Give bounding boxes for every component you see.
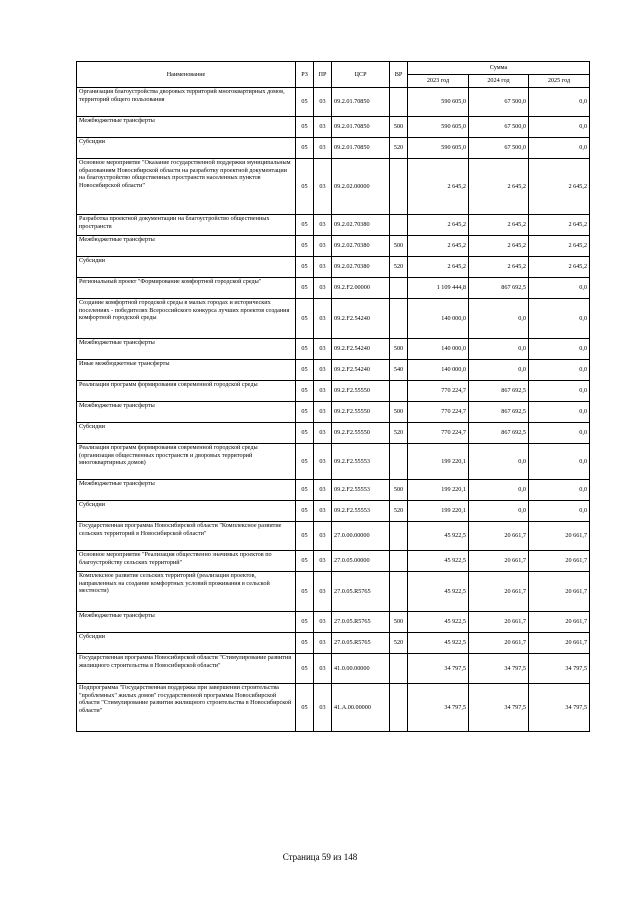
cell-rz: 05 [296, 299, 314, 339]
cell-pr: 03 [314, 215, 332, 236]
cell-pr: 03 [314, 423, 332, 444]
cell-y2024: 20 661,7 [469, 551, 529, 572]
table-row [77, 612, 590, 633]
cell-name: Субсидии [77, 138, 296, 159]
cell-pr: 03 [314, 138, 332, 159]
cell-csr: 27.0.05.00000 [332, 551, 390, 572]
cell-vr: 500 [390, 117, 408, 138]
cell-csr: 09.2.F2.54240 [332, 339, 390, 360]
cell-vr [390, 299, 408, 339]
cell-csr: 27.0.05.R5765 [332, 633, 390, 654]
cell-y2023: 1 109 444,8 [408, 278, 469, 299]
table-row [77, 360, 590, 381]
cell-y2024: 20 661,7 [469, 633, 529, 654]
table-row [77, 572, 590, 612]
cell-vr [390, 278, 408, 299]
cell-y2023: 45 922,5 [408, 522, 469, 551]
page-number: Страница 59 из 148 [282, 852, 358, 862]
cell-vr: 500 [390, 402, 408, 423]
cell-csr: 09.2.F2.54240 [332, 299, 390, 339]
cell-vr: 500 [390, 612, 408, 633]
cell-csr: 09.2.F2.55553 [332, 480, 390, 501]
cell-csr: 09.2.F2.55550 [332, 423, 390, 444]
table-row [77, 480, 590, 501]
cell-name: Основное мероприятие "Реализация общественно значимых проектов по благоустройству сельских территорий" [77, 551, 296, 572]
cell-y2024: 0,0 [469, 299, 529, 339]
cell-y2024: 20 661,7 [469, 522, 529, 551]
header-vr: ВР [390, 62, 408, 88]
cell-y2025: 0,0 [529, 299, 590, 339]
header-2024: 2024 год [469, 75, 529, 88]
table-row [77, 381, 590, 402]
cell-rz: 05 [296, 423, 314, 444]
header-sum: Сумма [408, 62, 590, 75]
cell-rz: 05 [296, 633, 314, 654]
cell-name: Субсидии [77, 501, 296, 522]
cell-rz: 05 [296, 572, 314, 612]
cell-y2023: 199 220,1 [408, 501, 469, 522]
cell-name: Межбюджетные трансферты [77, 612, 296, 633]
cell-y2023: 2 645,2 [408, 215, 469, 236]
header-name: Наименование [77, 62, 296, 88]
cell-rz: 05 [296, 257, 314, 278]
cell-vr: 520 [390, 501, 408, 522]
header-rz: РЗ [296, 62, 314, 88]
cell-pr: 03 [314, 501, 332, 522]
cell-y2024: 867 692,5 [469, 381, 529, 402]
cell-name: Реализация программ формирования современной городской среды [77, 381, 296, 402]
cell-rz: 05 [296, 402, 314, 423]
cell-csr: 09.2.02.70380 [332, 257, 390, 278]
cell-csr: 09.2.01.70850 [332, 88, 390, 117]
cell-y2024: 34 797,5 [469, 654, 529, 684]
cell-name: Разработка проектной документации на благоустройство общественных пространств [77, 215, 296, 236]
cell-y2024: 2 645,2 [469, 236, 529, 257]
cell-csr: 41.0.00.00000 [332, 654, 390, 684]
cell-vr: 520 [390, 423, 408, 444]
cell-y2023: 770 224,7 [408, 402, 469, 423]
cell-csr: 09.2.02.70380 [332, 215, 390, 236]
table-body [77, 88, 590, 732]
cell-y2023: 2 645,2 [408, 257, 469, 278]
cell-pr: 03 [314, 360, 332, 381]
cell-name: Региональный проект "Формирование комфортной городской среды" [77, 278, 296, 299]
table-row [77, 339, 590, 360]
cell-y2024: 867 692,5 [469, 402, 529, 423]
cell-vr [390, 215, 408, 236]
cell-pr: 03 [314, 684, 332, 732]
cell-pr: 03 [314, 339, 332, 360]
cell-vr [390, 654, 408, 684]
cell-rz: 05 [296, 684, 314, 732]
cell-pr: 03 [314, 117, 332, 138]
header-pr: ПР [314, 62, 332, 88]
cell-y2024: 20 661,7 [469, 572, 529, 612]
cell-pr: 03 [314, 159, 332, 215]
cell-pr: 03 [314, 299, 332, 339]
table-row [77, 522, 590, 551]
table-row [77, 551, 590, 572]
cell-rz: 05 [296, 278, 314, 299]
cell-rz: 05 [296, 501, 314, 522]
cell-y2023: 140 000,0 [408, 299, 469, 339]
cell-vr [390, 381, 408, 402]
cell-pr: 03 [314, 522, 332, 551]
cell-vr: 520 [390, 138, 408, 159]
cell-vr: 500 [390, 480, 408, 501]
table-row [77, 501, 590, 522]
table-row [77, 402, 590, 423]
cell-name: Субсидии [77, 633, 296, 654]
cell-name: Межбюджетные трансферты [77, 339, 296, 360]
cell-y2025: 0,0 [529, 138, 590, 159]
cell-y2023: 199 220,1 [408, 480, 469, 501]
cell-rz: 05 [296, 444, 314, 480]
cell-y2023: 45 922,5 [408, 633, 469, 654]
cell-rz: 05 [296, 236, 314, 257]
cell-csr: 27.0.00.00000 [332, 522, 390, 551]
cell-rz: 05 [296, 159, 314, 215]
cell-rz: 05 [296, 117, 314, 138]
cell-y2025: 0,0 [529, 278, 590, 299]
cell-csr: 41.А.00.00000 [332, 684, 390, 732]
cell-vr: 500 [390, 236, 408, 257]
cell-rz: 05 [296, 88, 314, 117]
cell-vr [390, 522, 408, 551]
table-row [77, 684, 590, 732]
table-row [77, 278, 590, 299]
cell-name: Основное мероприятие "Оказание государственной поддержки муниципальным образованиям Новосибирской области на разработку проектной документации на благоустройство общественных пространств населенных пунктов Новосибирской области" [77, 159, 296, 215]
cell-y2025: 20 661,7 [529, 551, 590, 572]
cell-y2023: 2 645,2 [408, 159, 469, 215]
cell-vr: 520 [390, 257, 408, 278]
cell-rz: 05 [296, 339, 314, 360]
budget-table [76, 61, 590, 732]
cell-y2025: 2 645,2 [529, 215, 590, 236]
cell-pr: 03 [314, 88, 332, 117]
cell-y2023: 590 605,0 [408, 88, 469, 117]
table-row [77, 88, 590, 117]
table-row [77, 299, 590, 339]
table-row [77, 444, 590, 480]
cell-vr: 540 [390, 360, 408, 381]
cell-y2024: 67 500,0 [469, 88, 529, 117]
cell-csr: 09.2.01.70850 [332, 138, 390, 159]
cell-name: Реализация программ формирования современной городской среды (организация общественных пространств и дворовых территорий многоквартирных домов) [77, 444, 296, 480]
table-row [77, 236, 590, 257]
cell-rz: 05 [296, 551, 314, 572]
header-2023: 2023 год [408, 75, 469, 88]
cell-y2024: 20 661,7 [469, 612, 529, 633]
cell-y2025: 2 645,2 [529, 159, 590, 215]
cell-y2025: 20 661,7 [529, 633, 590, 654]
cell-y2024: 0,0 [469, 480, 529, 501]
cell-y2025: 0,0 [529, 381, 590, 402]
cell-csr: 27.0.05.R5765 [332, 572, 390, 612]
cell-y2025: 2 645,2 [529, 257, 590, 278]
table-header [77, 62, 590, 88]
cell-pr: 03 [314, 402, 332, 423]
table-row [77, 138, 590, 159]
table-row [77, 215, 590, 236]
cell-y2024: 2 645,2 [469, 159, 529, 215]
cell-pr: 03 [314, 444, 332, 480]
cell-y2025: 0,0 [529, 402, 590, 423]
cell-y2024: 34 797,5 [469, 684, 529, 732]
cell-pr: 03 [314, 551, 332, 572]
cell-rz: 05 [296, 381, 314, 402]
table-row [77, 654, 590, 684]
cell-csr: 09.2.F2.55550 [332, 402, 390, 423]
cell-csr: 09.2.02.00000 [332, 159, 390, 215]
cell-name: Государственная программа Новосибирской области "Стимулирование развития жилищного строительства в Новосибирской области" [77, 654, 296, 684]
cell-name: Субсидии [77, 257, 296, 278]
cell-vr [390, 159, 408, 215]
cell-vr [390, 551, 408, 572]
cell-y2025: 0,0 [529, 88, 590, 117]
cell-pr: 03 [314, 257, 332, 278]
cell-csr: 09.2.F2.55553 [332, 444, 390, 480]
cell-y2025: 2 645,2 [529, 236, 590, 257]
cell-y2024: 67 500,0 [469, 117, 529, 138]
cell-name: Межбюджетные трансферты [77, 402, 296, 423]
cell-y2025: 0,0 [529, 360, 590, 381]
cell-name: Государственная программа Новосибирской области "Комплексное развитие сельских территорий в Новосибирской области" [77, 522, 296, 551]
cell-pr: 03 [314, 572, 332, 612]
cell-y2025: 0,0 [529, 444, 590, 480]
cell-rz: 05 [296, 654, 314, 684]
cell-y2023: 34 797,5 [408, 684, 469, 732]
cell-y2024: 2 645,2 [469, 257, 529, 278]
cell-pr: 03 [314, 278, 332, 299]
cell-y2024: 2 645,2 [469, 215, 529, 236]
cell-csr: 09.2.02.70380 [332, 236, 390, 257]
cell-name: Организация благоустройства дворовых территорий многоквартирных домов, территорий общего пользования [77, 88, 296, 117]
cell-vr [390, 88, 408, 117]
cell-y2023: 45 922,5 [408, 612, 469, 633]
cell-y2025: 34 797,5 [529, 684, 590, 732]
table-row [77, 633, 590, 654]
cell-y2025: 20 661,7 [529, 522, 590, 551]
cell-y2024: 0,0 [469, 501, 529, 522]
cell-rz: 05 [296, 480, 314, 501]
cell-y2025: 0,0 [529, 117, 590, 138]
header-csr: ЦСР [332, 62, 390, 88]
cell-y2024: 0,0 [469, 360, 529, 381]
cell-y2025: 20 661,7 [529, 572, 590, 612]
cell-pr: 03 [314, 480, 332, 501]
cell-vr [390, 684, 408, 732]
table-row [77, 423, 590, 444]
cell-name: Межбюджетные трансферты [77, 236, 296, 257]
cell-csr: 09.2.F2.00000 [332, 278, 390, 299]
cell-y2025: 34 797,5 [529, 654, 590, 684]
cell-pr: 03 [314, 236, 332, 257]
cell-csr: 09.2.F2.55550 [332, 381, 390, 402]
cell-y2025: 0,0 [529, 480, 590, 501]
cell-csr: 09.2.F2.55553 [332, 501, 390, 522]
cell-y2023: 590 605,0 [408, 138, 469, 159]
cell-rz: 05 [296, 138, 314, 159]
cell-rz: 05 [296, 522, 314, 551]
cell-y2024: 0,0 [469, 339, 529, 360]
cell-vr: 500 [390, 339, 408, 360]
cell-csr: 09.2.F2.54240 [332, 360, 390, 381]
cell-y2024: 867 692,5 [469, 423, 529, 444]
cell-name: Субсидии [77, 423, 296, 444]
cell-y2023: 45 922,5 [408, 551, 469, 572]
cell-y2023: 770 224,7 [408, 381, 469, 402]
cell-y2023: 2 645,2 [408, 236, 469, 257]
cell-csr: 27.0.05.R5765 [332, 612, 390, 633]
cell-rz: 05 [296, 360, 314, 381]
cell-name: Иные межбюджетные трансферты [77, 360, 296, 381]
cell-y2023: 34 797,5 [408, 654, 469, 684]
table-row [77, 257, 590, 278]
cell-y2024: 867 692,5 [469, 278, 529, 299]
cell-name: Межбюджетные трансферты [77, 117, 296, 138]
cell-pr: 03 [314, 381, 332, 402]
cell-y2025: 0,0 [529, 339, 590, 360]
cell-name: Создание комфортной городской среды в малых городах и исторических поселениях - победителях Всероссийского конкурса лучших проектов создания комфортной городской среды [77, 299, 296, 339]
cell-y2023: 199 220,1 [408, 444, 469, 480]
cell-y2025: 0,0 [529, 423, 590, 444]
cell-y2023: 45 922,5 [408, 572, 469, 612]
cell-pr: 03 [314, 633, 332, 654]
cell-y2023: 140 000,0 [408, 360, 469, 381]
cell-y2024: 0,0 [469, 444, 529, 480]
header-2025: 2025 год [529, 75, 590, 88]
table-row [77, 159, 590, 215]
cell-y2025: 20 661,7 [529, 612, 590, 633]
cell-rz: 05 [296, 612, 314, 633]
cell-csr: 09.2.01.70850 [332, 117, 390, 138]
cell-vr: 520 [390, 633, 408, 654]
cell-y2024: 67 500,0 [469, 138, 529, 159]
cell-vr [390, 572, 408, 612]
cell-name: Межбюджетные трансферты [77, 480, 296, 501]
cell-pr: 03 [314, 612, 332, 633]
cell-pr: 03 [314, 654, 332, 684]
cell-y2023: 770 224,7 [408, 423, 469, 444]
cell-name: Комплексное развитие сельских территорий (реализация проектов, направленных на создание комфортных условий проживания в сельской местности) [77, 572, 296, 612]
cell-y2025: 0,0 [529, 501, 590, 522]
table-row [77, 117, 590, 138]
cell-rz: 05 [296, 215, 314, 236]
cell-vr [390, 444, 408, 480]
cell-name: Подпрограмма "Государственная поддержка при завершении строительства "проблемных" жилых домов" государственной программы Новосибирской области "Стимулирование развития жилищного строительства в Новосибирской области" [77, 684, 296, 732]
cell-y2023: 590 605,0 [408, 117, 469, 138]
cell-y2023: 140 000,0 [408, 339, 469, 360]
